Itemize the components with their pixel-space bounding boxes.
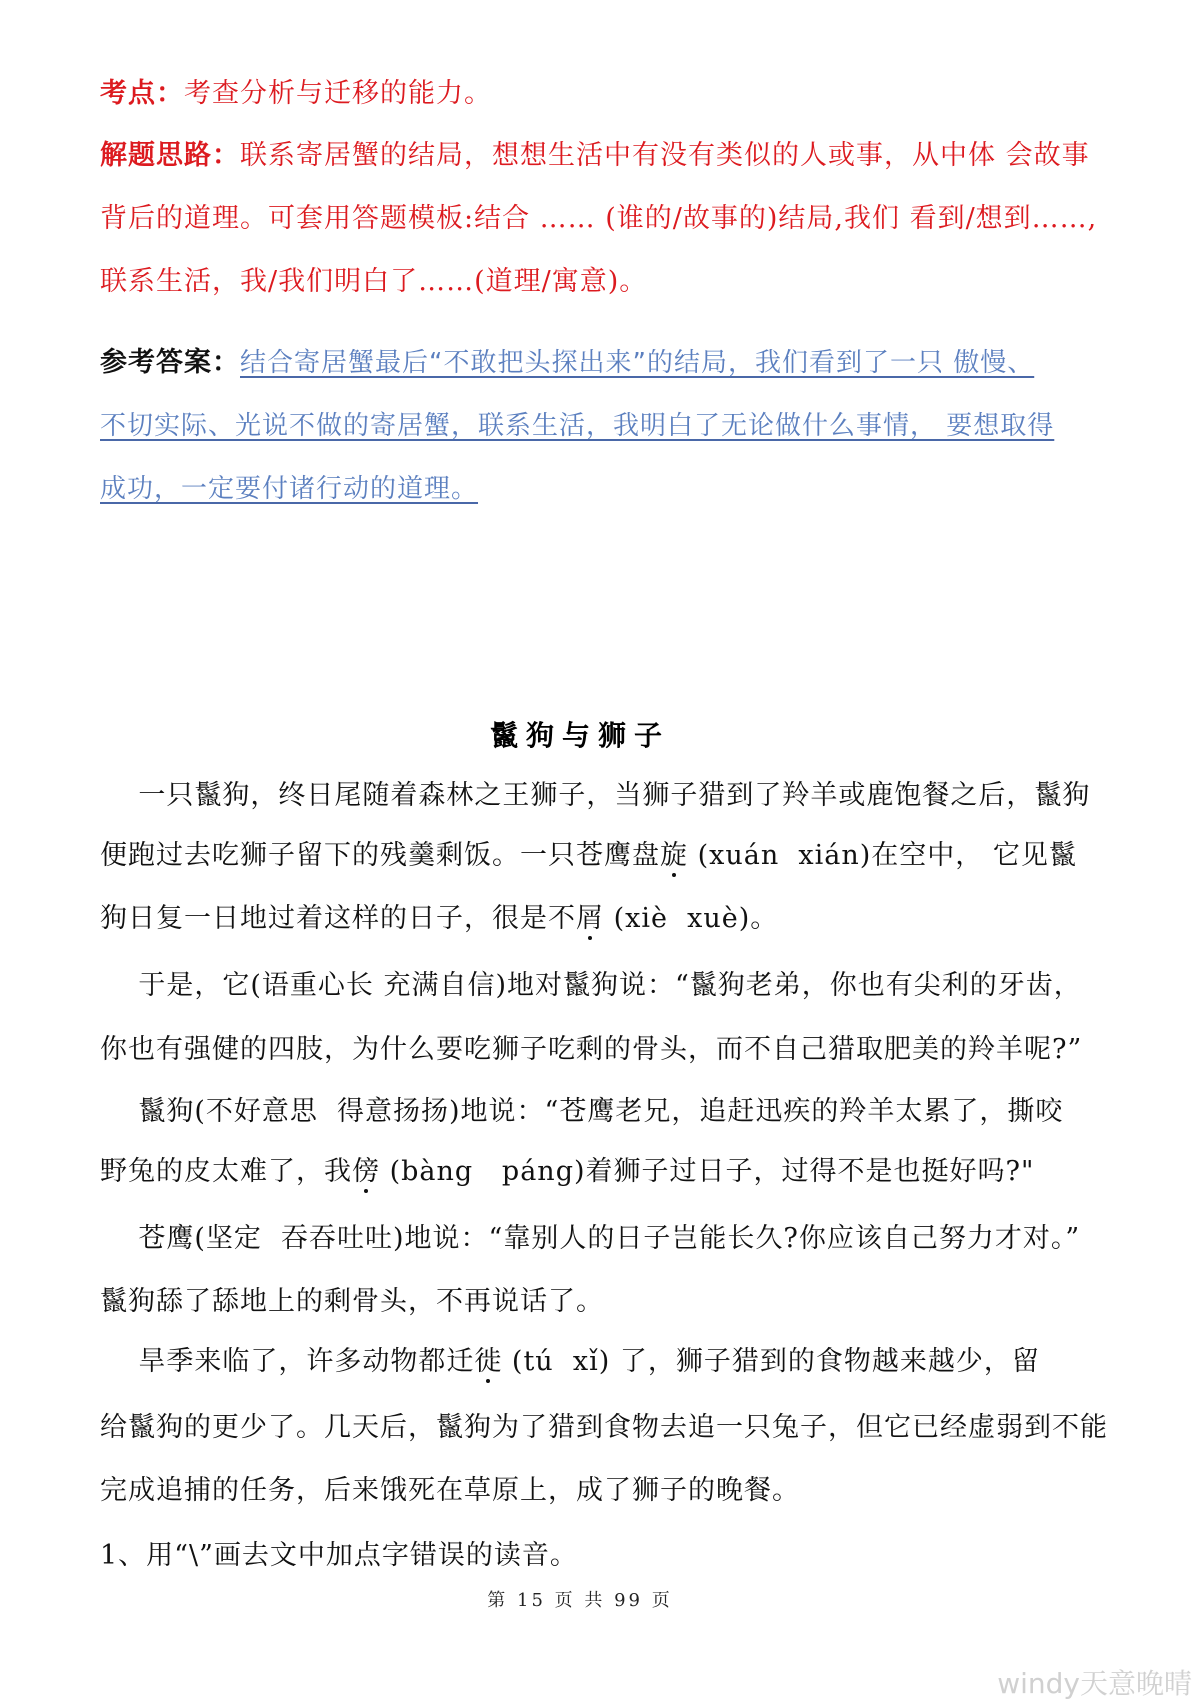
story-line: 你也有强健的四肢，为什么要吃狮子吃剩的骨头，而不自己猎取肥美的羚羊呢?” (100, 1034, 1083, 1065)
answer-line-2: 不切实际、光说不做的寄居蟹，联系生活，我明白了无论做什么事情， 要想取得 (100, 411, 1055, 441)
story-line: 鬣狗(不好意思 得意扬扬)地说：“苍鹰老兄，追赶迅疾的羚羊太累了，撕咬 (100, 1096, 1064, 1127)
exam-point-text: 考查分析与迁移的能力。 (184, 78, 492, 109)
answer-line-1: 参考答案：结合寄居蟹最后“不敢把头探出来”的结局，我们看到了一只 傲慢、 (100, 347, 1035, 378)
approach-line-3: 联系生活，我/我们明白了……(道理/寓意)。 (100, 266, 648, 297)
exam-point-label: 考点： (100, 78, 184, 109)
story-line: 鬣狗舔了舔地上的剩骨头，不再说话了。 (100, 1286, 604, 1317)
approach-line-2: 背后的道理。可套用答题模板:结合 …… (谁的/故事的)结局,我们 看到/想到……, (100, 203, 1098, 234)
approach-line-1: 解题思路：联系寄居蟹的结局，想想生活中有没有类似的人或事，从中体 会故事 (100, 140, 1090, 171)
story-title: 鬣狗与狮子 (489, 719, 670, 752)
exam-point (100, 76, 492, 112)
dotted-char: 旋 (660, 840, 688, 871)
approach-label: 解题思路： (100, 140, 240, 171)
story-line: 于是，它(语重心长 充满自信)地对鬣狗说：“鬣狗老弟，你也有尖利的牙齿， (100, 970, 1082, 1001)
question-1: 1、用“\”画去文中加点字错误的读音。 (100, 1540, 578, 1571)
story-line: 便跑过去吃狮子留下的残羹剩饭。一只苍鹰盘旋 (xuán xián)在空中， 它见鬣 (100, 840, 1077, 871)
story-line: 一只鬣狗，终日尾随着森林之王狮子，当狮子猎到了羚羊或鹿饱餐之后，鬣狗 (100, 780, 1091, 811)
dotted-char: 徙 (474, 1346, 503, 1377)
story-line: 给鬣狗的更少了。几天后，鬣狗为了猎到食物去追一只兔子，但它已经虚弱到不能 (100, 1412, 1108, 1443)
story-line: 苍鹰(坚定 吞吞吐吐)地说：“靠别人的日子岂能长久?你应该自己努力才对。” (100, 1223, 1081, 1254)
story-line: 完成追捕的任务，后来饿死在草原上，成了狮子的晚餐。 (100, 1475, 800, 1506)
answer-line-3: 成功，一定要付诸行动的道理。 (100, 474, 479, 504)
answer-label: 参考答案： (100, 347, 240, 378)
dotted-char: 屑 (576, 903, 604, 934)
story-line: 野兔的皮太难了，我傍 (bàng páng)着狮子过日子，过得不是也挺好吗?" (100, 1156, 1035, 1187)
story-line: 旱季来临了，许多动物都迁徙 (tú xǐ) 了，狮子猎到的食物越来越少，留 (100, 1346, 1040, 1377)
page-footer: 第 15 页 共 99 页 (487, 1590, 673, 1611)
dotted-char: 傍 (352, 1156, 380, 1187)
story-line: 狗日复一日地过着这样的日子，很是不屑 (xiè xuè)。 (100, 903, 779, 934)
watermark: windy天意晚晴 (997, 1667, 1192, 1700)
